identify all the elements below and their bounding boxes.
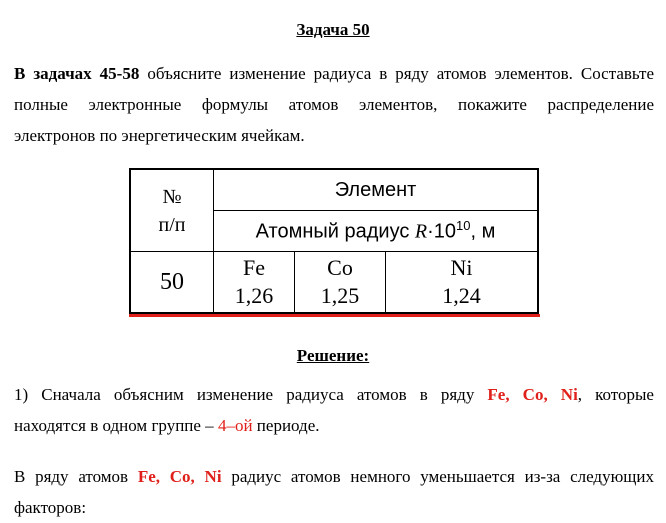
- task-statement-line-3: электронов по энергетическим ячейкам.: [14, 126, 305, 145]
- table-underline: [129, 314, 540, 317]
- radius-header: Атомный радиус $R\cdot 10^{10}$, м: [214, 211, 539, 252]
- element-cell-ni: [386, 252, 539, 314]
- element-series: Fe, Co, Ni: [487, 385, 578, 404]
- task-statement-line-2: полные электронные формулы атомов элементов, покажите распределение: [14, 95, 654, 114]
- element-radius: 1,25: [320, 283, 360, 308]
- solution-step-2: [14, 461, 654, 523]
- task-range: В задачах 45-58: [14, 64, 140, 83]
- element-series: Fe, Co, Ni: [137, 467, 222, 486]
- solution-step-1: [14, 379, 654, 441]
- element-radius-table: [129, 168, 539, 317]
- step-2-line-2: факторов:: [14, 498, 87, 517]
- step-2-line-1: В ряду атомов Fe, Co, Ni радиус атомов немного уменьшается из-за следующих: [14, 467, 654, 486]
- element-radius: 1,24: [442, 283, 481, 308]
- element-header: Элемент: [214, 169, 539, 211]
- solution-title: Решение:: [296, 346, 370, 365]
- element-cell-co: [295, 252, 386, 314]
- task-statement-line-1: В задачах 45-58 объясните изменение радиуса в ряду атомов элементов. Составьте: [14, 64, 654, 83]
- number-header: № п/п: [130, 169, 214, 252]
- element-symbol: Co: [327, 255, 353, 280]
- element-symbol: Fe: [243, 255, 265, 280]
- element-radius: 1,26: [234, 283, 274, 308]
- period-number: 4–ой: [217, 416, 253, 435]
- element-cell-fe: [214, 252, 295, 314]
- step-1-line-1: 1) Сначала объясним изменение радиуса атомов в ряду Fe, Co, Ni, которые: [14, 385, 654, 404]
- row-number: 50: [130, 252, 214, 314]
- task-statement: [14, 58, 654, 151]
- task-title: Задача 50: [296, 20, 370, 39]
- element-symbol: Ni: [450, 255, 473, 280]
- data-table: [129, 168, 539, 314]
- step-1-line-2: находятся в одном группе – 4–ой периоде.: [14, 416, 320, 435]
